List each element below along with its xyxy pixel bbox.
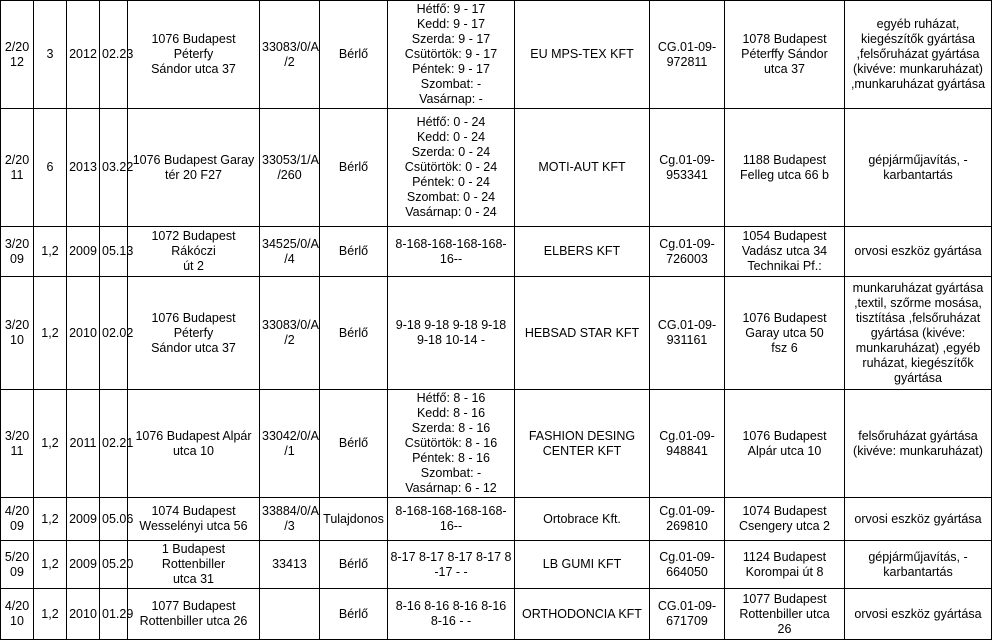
company-seat-cell: 1076 Budapest Alpár utca 10 [725,390,845,498]
entry-day-cell: 02.21 [100,390,128,498]
entry-day-cell: 02.23 [100,1,128,109]
entry-date-cell: 3/20 10 [1,277,34,390]
ownership-cell: Bérlő [320,390,388,498]
entry-date-cell: 2/20 12 [1,1,34,109]
company-seat-cell: 1074 Budapest Csengery utca 2 [725,498,845,541]
activity-cell: orvosi eszköz gyártása [845,227,992,277]
table-row [1,227,992,277]
ownership-cell: Bérlő [320,589,388,640]
ownership-cell: Bérlő [320,109,388,227]
table-row [1,589,992,640]
activity-cell: egyéb ruházat, kiegészítők gyártása ,felsőruházat gyártása (kivéve: munkaruházat) ,munkaruházat gyártása [845,1,992,109]
premises-address-cell: 1 Budapest Rottenbiller utca 31 [128,541,260,589]
opening-hours-cell: Hétfő: 0 - 24 Kedd: 0 - 24 Szerda: 0 - 24 Csütörtök: 0 - 24 Péntek: 0 - 24 Szombat: 0 - 24 Vasárnap: 0 - 24 [388,109,515,227]
entry-number-cell: 1,2 [34,541,67,589]
company-name-cell: FASHION DESING CENTER KFT [515,390,650,498]
parcel-number-cell: 33042/0/A /1 [260,390,320,498]
opening-hours-cell: Hétfő: 9 - 17 Kedd: 9 - 17 Szerda: 9 - 17 Csütörtök: 9 - 17 Péntek: 9 - 17 Szombat: - Vasárnap: - [388,1,515,109]
opening-hours-cell: 8-168-168-168-168- 16-- [388,227,515,277]
registration-number-cell: Cg.01-09- 726003 [650,227,725,277]
opening-hours-cell: 8-16 8-16 8-16 8-16 8-16 - - [388,589,515,640]
entry-number-cell: 1,2 [34,390,67,498]
entry-day-cell: 03.22 [100,109,128,227]
ownership-cell: Bérlő [320,227,388,277]
company-name-cell: ELBERS KFT [515,227,650,277]
company-seat-cell: 1078 Budapest Péterffy Sándor utca 37 [725,1,845,109]
entry-date-cell: 4/20 09 [1,498,34,541]
premises-address-cell: 1072 Budapest Rákóczi út 2 [128,227,260,277]
entry-day-cell: 05.13 [100,227,128,277]
ownership-cell: Bérlő [320,1,388,109]
entry-number-cell: 6 [34,109,67,227]
parcel-number-cell: 33083/0/A /2 [260,277,320,390]
entry-day-cell: 01.29 [100,589,128,640]
activity-cell: orvosi eszköz gyártása [845,589,992,640]
company-seat-cell: 1077 Budapest Rottenbiller utca 26 [725,589,845,640]
entry-day-cell: 02.02 [100,277,128,390]
premises-address-cell: 1076 Budapest Alpár utca 10 [128,390,260,498]
entry-number-cell: 1,2 [34,227,67,277]
activity-cell: felsőruházat gyártása (kivéve: munkaruházat) [845,390,992,498]
company-name-cell: MOTI-AUT KFT [515,109,650,227]
table-row [1,1,992,109]
table-row [1,498,992,541]
table-row [1,390,992,498]
opening-hours-cell: 8-168-168-168-168- 16-- [388,498,515,541]
entry-date-cell: 4/20 10 [1,589,34,640]
premises-address-cell: 1076 Budapest Péterfy Sándor utca 37 [128,1,260,109]
registration-number-cell: Cg.01-09- 269810 [650,498,725,541]
company-seat-cell: 1076 Budapest Garay utca 50 fsz 6 [725,277,845,390]
company-name-cell: HEBSAD STAR KFT [515,277,650,390]
company-name-cell: Ortobrace Kft. [515,498,650,541]
entry-day-cell: 05.06 [100,498,128,541]
parcel-number-cell: 33413 [260,541,320,589]
entry-year-cell: 2013 [67,109,100,227]
company-name-cell: EU MPS-TEX KFT [515,1,650,109]
company-name-cell: ORTHODONCIA KFT [515,589,650,640]
entry-year-cell: 2010 [67,589,100,640]
entry-number-cell: 1,2 [34,498,67,541]
entry-date-cell: 3/20 11 [1,390,34,498]
activity-cell: gépjárműjavítás, - karbantartás [845,109,992,227]
opening-hours-cell: 8-17 8-17 8-17 8-17 8 -17 - - [388,541,515,589]
entry-year-cell: 2012 [67,1,100,109]
entry-date-cell: 2/20 11 [1,109,34,227]
registration-number-cell: CG.01-09- 931161 [650,277,725,390]
entry-year-cell: 2010 [67,277,100,390]
entry-year-cell: 2011 [67,390,100,498]
parcel-number-cell: 33053/1/A /260 [260,109,320,227]
premises-address-cell: 1074 Budapest Wesselényi utca 56 [128,498,260,541]
opening-hours-cell: Hétfő: 8 - 16 Kedd: 8 - 16 Szerda: 8 - 16 Csütörtök: 8 - 16 Péntek: 8 - 16 Szombat: - Vasárnap: 6 - 12 [388,390,515,498]
activity-cell: munkaruházat gyártása ,textil, szőrme mosása, tisztítása ,felsőruházat gyártása (kivéve: munkaruházat) ,egyéb ruházat, kiegészítők gyártása [845,277,992,390]
parcel-number-cell: 33083/0/A /2 [260,1,320,109]
premises-address-cell: 1076 Budapest Garay tér 20 F27 [128,109,260,227]
parcel-number-cell [260,589,320,640]
entry-year-cell: 2009 [67,541,100,589]
registration-number-cell: Cg.01-09- 953341 [650,109,725,227]
table-row [1,109,992,227]
activity-cell: orvosi eszköz gyártása [845,498,992,541]
ownership-cell: Tulajdonos [320,498,388,541]
parcel-number-cell: 34525/0/A /4 [260,227,320,277]
registration-number-cell: CG.01-09- 972811 [650,1,725,109]
table-row [1,277,992,390]
entry-number-cell: 3 [34,1,67,109]
company-seat-cell: 1124 Budapest Korompai út 8 [725,541,845,589]
table-row [1,541,992,589]
entry-year-cell: 2009 [67,498,100,541]
entry-day-cell: 05.20 [100,541,128,589]
opening-hours-cell: 9-18 9-18 9-18 9-18 9-18 10-14 - [388,277,515,390]
premises-address-cell: 1076 Budapest Péterfy Sándor utca 37 [128,277,260,390]
entry-year-cell: 2009 [67,227,100,277]
company-seat-cell: 1188 Budapest Felleg utca 66 b [725,109,845,227]
company-seat-cell: 1054 Budapest Vadász utca 34 Technikai Pf.: [725,227,845,277]
ownership-cell: Bérlő [320,277,388,390]
parcel-number-cell: 33884/0/A /3 [260,498,320,541]
registration-number-cell: CG.01-09- 671709 [650,589,725,640]
registration-number-cell: Cg.01-09- 664050 [650,541,725,589]
ownership-cell: Bérlő [320,541,388,589]
entry-number-cell: 1,2 [34,589,67,640]
activity-cell: gépjárműjavítás, - karbantartás [845,541,992,589]
premises-address-cell: 1077 Budapest Rottenbiller utca 26 [128,589,260,640]
entry-number-cell: 1,2 [34,277,67,390]
registration-number-cell: Cg.01-09- 948841 [650,390,725,498]
entry-date-cell: 5/20 09 [1,541,34,589]
company-name-cell: LB GUMI KFT [515,541,650,589]
entry-date-cell: 3/20 09 [1,227,34,277]
